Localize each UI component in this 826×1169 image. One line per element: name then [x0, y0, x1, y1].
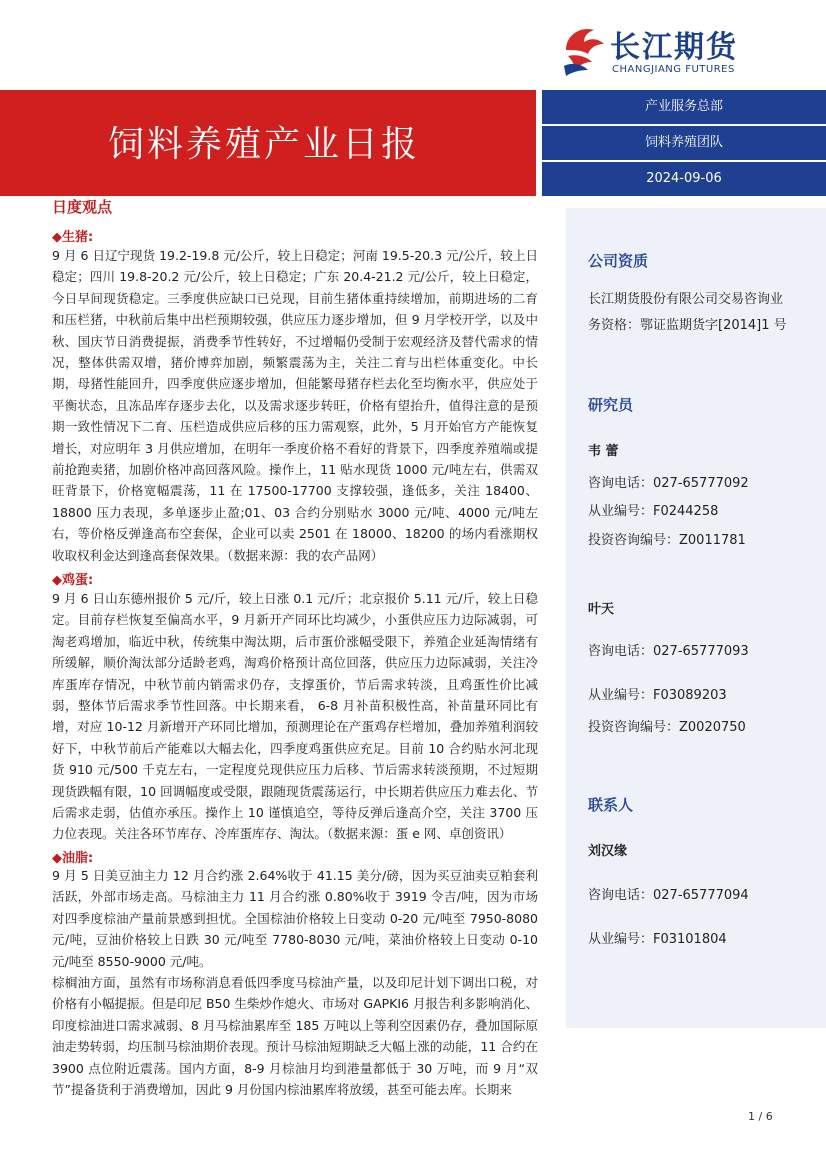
logo-name: 长江期货: [610, 30, 738, 65]
report-title: 饲料养殖产业日报: [108, 124, 421, 165]
researcher-phone: 咨询电话：027-65777093: [588, 644, 749, 659]
qualification-title: 公司资质: [588, 252, 649, 270]
researcher-consult: 投资咨询编号：Z0011781: [588, 533, 746, 548]
topic-label-hog: ◆生猪:: [52, 230, 94, 245]
report-date: 2024-09-06: [542, 162, 826, 196]
topic-label-egg: ◆鸡蛋:: [52, 573, 94, 588]
contact-cert: 从业编号：F03101804: [588, 932, 727, 947]
logo-name-en: CHANGJIANG FUTURES: [612, 64, 735, 75]
contact-title: 联系人: [588, 796, 634, 814]
title-banner: [0, 90, 536, 196]
researcher-name: 叶天: [588, 602, 615, 617]
company-logo: [560, 20, 790, 82]
paragraph-egg: 9 月 6 日山东德州报价 5 元/斤，较上日涨 0.1 元/斤；北京报价 5.11 元/斤，较上日稳定。目前存栏恢复至偏高水平，9 月新开产同环比均减少，小蛋供应压力边际减弱，可淘老鸡增加，临近中秋，传统集中淘汰期，后市蛋价涨幅受限下，养殖企业延淘情绪有所缓解，顺价淘汰部分适龄老鸡，淘鸡价格预计高位回落，供应压力边际减弱，关注冷库蛋库存情况，中秋节前内销需求仍存，支撑蛋价，节后需求转淡，且鸡蛋性价比减弱，整体节后需求季节性回落。中长期来看， 6-8 月补苗积极性高，补苗量环同比有增，对应 10-12 月新增开产环同比增加，预测理论在产蛋鸡存栏增加，叠加养殖利润较好下，中秋节前后产能难以大幅去化，四季度鸡蛋供应充足。目前 10 合约贴水河北现货 910 元/500 千克左右，一定程度兑现供应压力后移、节后需求转淡预期，不过短期现货跌幅有限，10 回调幅度或受限，跟随现货震荡运行，中长期若供应压力难去化、节后需求走弱，估值亦承压。操作上 10 谨慎追空，等待反弹后逢高介空，关注 3700 压力位表现。关注各环节库存、冷库蛋库存、淘汰。（数据来源：蛋 e 网、卓创资讯）: [52, 591, 538, 842]
paragraph-oil-1: 9 月 5 日美豆油主力 12 月合约涨 2.64%收于 41.15 美分/磅，因为买豆油卖豆粕套利活跃，外部市场走高。马棕油主力 11 月合约涨 0.80%收于 3919 令吉/吨，因为市场对四季度棕油产量前景感到担忧。全国棕油价格较上日变动 0-20 元/吨至 7950-8080 元/吨，豆油价格较上日跌 30 元/吨至 7780-8030 元/吨，菜油价格较上日变动 0-10 元/吨至 8550-9000 元/吨。: [52, 868, 538, 969]
page-number: 1 / 6: [748, 1110, 773, 1123]
topic-label-oil: ◆油脂:: [52, 851, 94, 866]
qualification-line: 务资格：鄂证监期货字[2014]1 号: [588, 318, 787, 333]
paragraph-hog: 9 月 6 日辽宁现货 19.2-19.8 元/公斤，较上日稳定；河南 19.5-20.3 元/公斤，较上日稳定；四川 19.8-20.2 元/公斤，较上日稳定；广东 20.4-21.2 元/公斤，较上日稳定，今日早间现货稳定。三季度供应缺口已兑现，目前生猪体重持续增加，前期进场的二育和压栏猪，中秋前后集中出栏预期较强，供应压力逐步增加，但 9 月学校开学，以及中秋、国庆节日消费提振，消费季节性转好，不过增幅仍受制于宏观经济及替代需求的情况，整体供需双增，猪价博弈加剧，频繁震荡为主，关注二育与出栏体重变化。中长期，母猪性能回升，四季度供应逐步增加，但能繁母猪存栏去化至均衡水平，供应处于平衡状态，且冻品库存逐步去化，以及需求逐步转旺，价格有望抬升，值得注意的是预期一致性情况下二育、压栏造成供应后移的压力需观察，此外，5 月开始官方产能恢复增长，对应明年 3 月供应增加，在明年一季度价格不看好的背景下，四季度养殖端或提前抢跑卖猪，加剧价格冲高回落风险。操作上，11 贴水现货 1000 元/吨左右，供需双旺背景下，价格宽幅震荡，11 在 17500-17700 支撑较强，逢低多，关注 18400、18800 压力表现，多单逐步止盈;01、03 合约分别贴水 3000 元/吨、4000 元/吨左右，等价格反弹逢高布空套保，企业可以卖 2501 在 18000、18200 的场内看涨期权收取权利金达到逢高套保效果。（数据来源：我的农产品网）: [52, 248, 538, 563]
contact-phone: 咨询电话：027-65777094: [588, 888, 749, 903]
researcher-phone: 咨询电话：027-65777092: [588, 476, 749, 491]
team-label: 饲料养殖团队: [542, 126, 826, 160]
sidebar: [566, 208, 826, 1028]
researcher-title: 研究员: [588, 396, 634, 414]
researcher-name: 韦 蕾: [588, 444, 619, 459]
header-info: [542, 90, 826, 196]
researcher-cert: 从业编号：F03089203: [588, 688, 727, 703]
dept-label: 产业服务总部: [542, 90, 826, 124]
section-title: 日度观点: [52, 198, 113, 216]
qualification-line: 长江期货股份有限公司交易咨询业: [588, 292, 784, 307]
paragraph-oil-2: 棕榈油方面，虽然有市场称消息看低四季度马棕油产量，以及印尼计划下调出口税，对价格有小幅提振。但是印尼 B50 生柴炒作熄火、市场对 GAPKI6 月报告利多影响消化、印度棕油进口需求减弱、8 月马棕油累库至 185 万吨以上等利空因素仍存，叠加国际原油走势转弱，均压制马棕油期价表现。预计马棕油短期缺乏大幅上涨的动能，11 合约在 3900 点位附近震荡。国内方面，8-9 月棕油月均到港量都低于 30 万吨，而 9 月“双节”提备货利于消费增加，因此 9 月份国内棕油累库将放缓，甚至可能去库。长期来: [52, 975, 538, 1098]
phoenix-logo-icon: [560, 20, 608, 78]
researcher-consult: 投资咨询编号：Z0020750: [588, 720, 746, 735]
contact-name: 刘汉缘: [588, 844, 628, 859]
researcher-cert: 从业编号：F0244258: [588, 504, 719, 519]
